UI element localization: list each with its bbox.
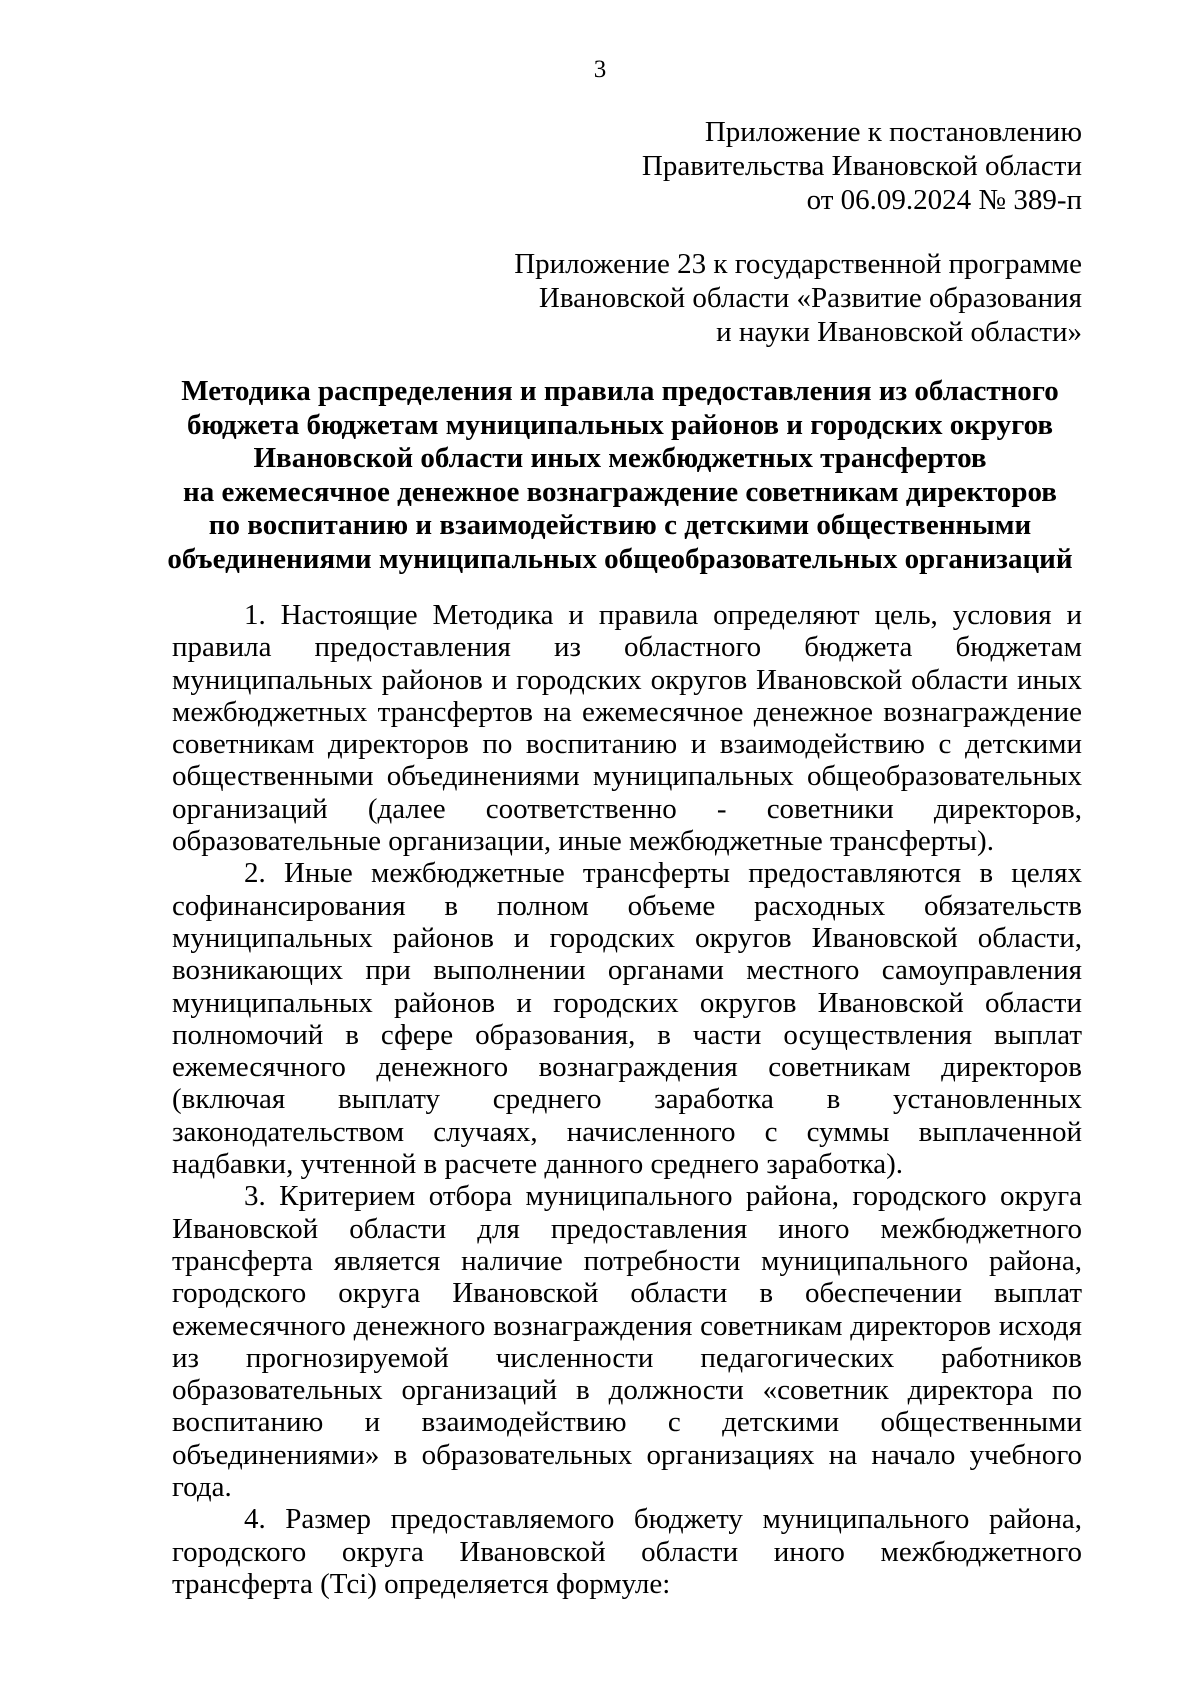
title-line: по воспитанию и взаимодействию с детскими общественными [208, 509, 1032, 541]
appendix-resolution-line: Правительства Ивановской области [641, 150, 1082, 182]
appendix-resolution-line: от 06.09.2024 № 389-п [806, 184, 1082, 216]
paragraph-3: 3. Критерием отбора муниципального района, городского округа Ивановской области для предоставления иного межбюджетного трансферта является наличие потребности муниципального района, городского округа Ивановской области в обеспечении выплат ежемесячного денежного вознаграждения советникам директоров исходя из прогнозируемой численности педагогических работников образовательных организаций в должности «советник директора по воспитанию и взаимодействию с детскими общественными объединениями» в образовательных организациях на начало учебного года. [172, 1180, 1082, 1504]
appendix-resolution-block [642, 115, 1082, 217]
appendix-program-line: и науки Ивановской области» [716, 316, 1082, 348]
title-line: объединениями муниципальных общеобразовательных организаций [167, 542, 1073, 575]
paragraph-2: 2. Иные межбюджетные трансферты предоставляются в целях софинансирования в полном объеме расходных обязательств муниципальных районов и городских округов Ивановской области, возникающих при выполнении органами местного самоуправления муниципальных районов и городских округов Ивановской области полномочий в сфере образования, в части осуществления выплат ежемесячного денежного вознаграждения советникам директоров (включая выплату среднего заработка в установленных законодательством случаях, начисленного с суммы выплаченной надбавки, учтенной в расчете данного среднего заработка). [172, 857, 1082, 1181]
appendix-resolution-line: Приложение к постановлению [704, 116, 1082, 148]
document-body [172, 599, 1082, 1600]
appendix-program-line: Ивановской области «Развитие образования [538, 282, 1082, 314]
title-line: Методика распределения и правила предоставления из областного [181, 375, 1059, 407]
title-line: Ивановской области иных межбюджетных трансфертов [253, 442, 987, 474]
appendix-program-line: Приложение 23 к государственной программе [514, 248, 1082, 280]
paragraph-1: 1. Настоящие Методика и правила определяют цель, условия и правила предоставления из областного бюджета бюджетам муниципальных районов и городских округов Ивановской области иных межбюджетных трансфертов на ежемесячное денежное вознаграждение советникам директоров по воспитанию и взаимодействию с детскими общественными объединениями муниципальных общеобразовательных организаций (далее соответственно - советники директоров, образовательные организации, иные межбюджетные трансферты). [172, 599, 1082, 858]
page-number: 3 [593, 56, 607, 83]
document-title [150, 375, 1090, 576]
paragraph-4: 4. Размер предоставляемого бюджету муниципального района, городского округа Ивановской области иного межбюджетного трансферта (Тсi) определяется формуле: [172, 1503, 1082, 1600]
appendix-program-block [514, 247, 1082, 349]
title-line: на ежемесячное денежное вознаграждение советникам директоров [183, 475, 1057, 508]
title-line: бюджета бюджетам муниципальных районов и городских округов [186, 408, 1054, 441]
